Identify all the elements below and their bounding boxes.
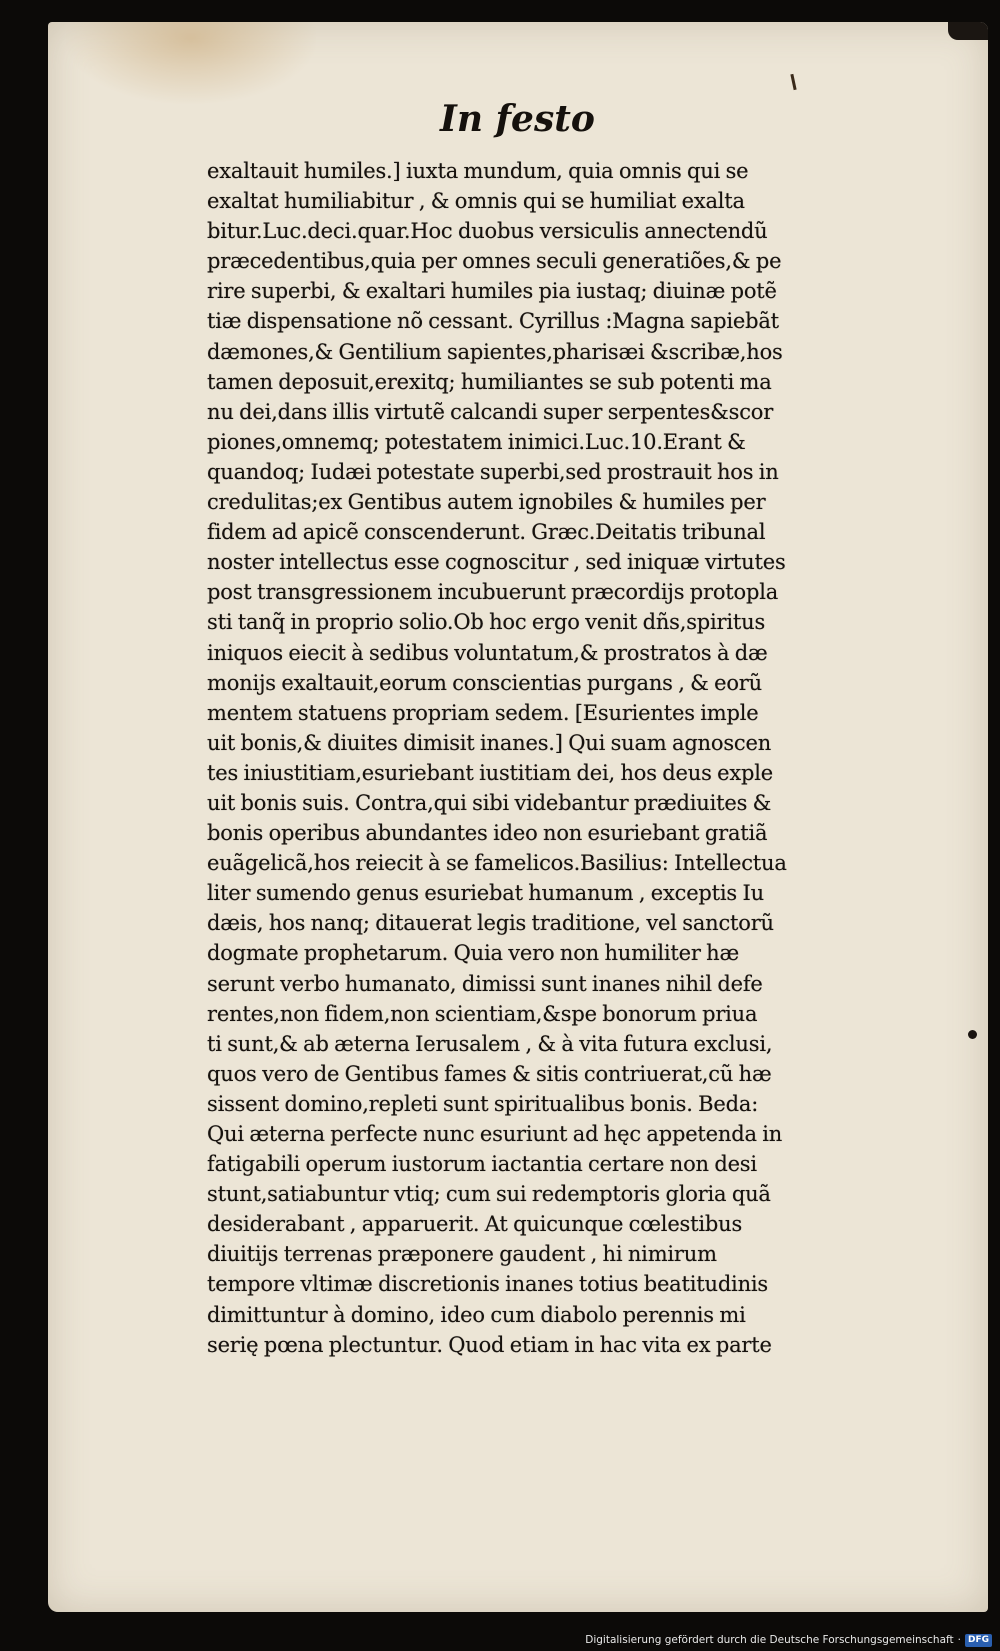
text-line: dæis, hos nanq; ditauerat legis traditione, vel sanctorũ	[207, 911, 774, 936]
text-line: piones,omnemq; potestatem inimici.Luc.10.Erant &	[207, 429, 746, 454]
text-line: uit bonis suis. Contra,qui sibi videbantur prædiuites &	[207, 790, 772, 815]
text-line: desiderabant , apparuerit. At quicunque cœlestibus	[207, 1212, 743, 1237]
text-line: post transgressionem incubuerunt præcordijs protopla	[207, 580, 779, 605]
text-line: uit bonis,& diuites dimisit inanes.] Qui suam agnoscen	[207, 730, 772, 755]
digitization-credit: Digitalisierung gefördert durch die Deutsche Forschungsgemeinschaft · DFG	[585, 1632, 992, 1648]
ink-mark	[790, 74, 796, 90]
text-line: tiæ dispensatione nõ cessant. Cyrillus :Magna sapiebãt	[207, 309, 779, 334]
text-line: tes iniustitiam,esuriebant iustitiam dei, hos deus exple	[207, 760, 774, 785]
text-line: credulitas;ex Gentibus autem ignobiles & humiles per	[207, 490, 766, 515]
text-line: ti sunt,& ab æterna Ierusalem , & à vita futura exclusi,	[207, 1031, 773, 1056]
text-line: tempore vltimæ discretionis inanes totius beatitudinis	[207, 1272, 768, 1297]
text-line: fidem ad apicẽ conscenderunt. Græc.Deitatis tribunal	[207, 520, 766, 545]
text-line: bonis operibus abundantes ideo non esuriebant gratiã	[207, 821, 768, 846]
text-line: fatigabili operum iustorum iactantia certare non desi	[207, 1152, 757, 1177]
text-line: rire superbi, & exaltari humiles pia iustaq; diuinæ potẽ	[207, 279, 777, 304]
text-line: quos vero de Gentibus fames & sitis contriuerat,cũ hæ	[207, 1061, 772, 1086]
text-line: serię pœna plectuntur. Quod etiam in hac vita ex parte	[207, 1332, 772, 1357]
text-line: dimittuntur à domino, ideo cum diabolo perennis mi	[207, 1302, 746, 1327]
text-line: exaltauit humiles.] iuxta mundum, quia omnis qui se	[207, 159, 749, 183]
text-line: stunt,satiabuntur vtiq; cum sui redemptoris gloria quã	[207, 1182, 771, 1207]
running-head: In festo	[440, 98, 595, 140]
text-line: monijs exaltauit,eorum conscientias purgans , & eorũ	[207, 670, 762, 695]
text-line: Qui æterna perfecte nunc esuriunt ad hęc appetenda in	[207, 1122, 783, 1146]
text-line: dæmones,& Gentilium sapientes,pharisæi &scribæ,hos	[207, 339, 783, 364]
text-line: diuitijs terrenas præponere gaudent , hi nimirum	[207, 1242, 717, 1267]
text-line: liter sumendo genus esuriebat humanum , exceptis Iu	[207, 881, 764, 906]
text-line: bitur.Luc.deci.quar.Hoc duobus versiculis annectendũ	[207, 219, 768, 244]
text-line: serunt verbo humanato, dimissi sunt inanes nihil defe	[207, 971, 763, 996]
ink-dot	[968, 1030, 977, 1039]
text-line: præcedentibus,quia per omnes seculi generatiões,& pe	[207, 249, 782, 274]
text-line: sti tanq̃ in proprio solio.Ob hoc ergo venit dñs,spiritus	[207, 610, 766, 635]
text-line: mentem statuens propriam sedem. [Esurientes imple	[207, 700, 759, 725]
dfg-logo-icon: DFG	[965, 1634, 992, 1647]
paper-stain	[66, 22, 316, 104]
text-line: iniquos eiecit à sedibus voluntatum,& prostratos à dæ	[207, 640, 768, 665]
credit-text: Digitalisierung gefördert durch die Deutsche Forschungsgemeinschaft	[585, 1634, 954, 1646]
text-line: euãgelicã,hos reiecit à se famelicos.Basilius: Intellectua	[207, 851, 787, 876]
text-line: dogmate prophetarum. Quia vero non humiliter hæ	[207, 941, 740, 966]
body-text	[207, 156, 897, 1360]
text-line: noster intellectus esse cognoscitur , sed iniquæ virtutes	[207, 550, 786, 575]
text-line: quandoq; Iudæi potestate superbi,sed prostrauit hos in	[207, 459, 779, 484]
text-line: exaltat humiliabitur , & omnis qui se humiliat exalta	[207, 189, 745, 214]
page-corner-mark	[948, 22, 988, 40]
text-line: sissent domino,repleti sunt spiritualibus bonis. Beda:	[207, 1091, 759, 1116]
text-line: tamen deposuit,erexitq; humiliantes se sub potenti ma	[207, 369, 772, 394]
text-line: nu dei,dans illis virtutẽ calcandi super serpentes&scor	[207, 399, 774, 424]
text-line: rentes,non fidem,non scientiam,&spe bonorum priua	[207, 1001, 758, 1026]
